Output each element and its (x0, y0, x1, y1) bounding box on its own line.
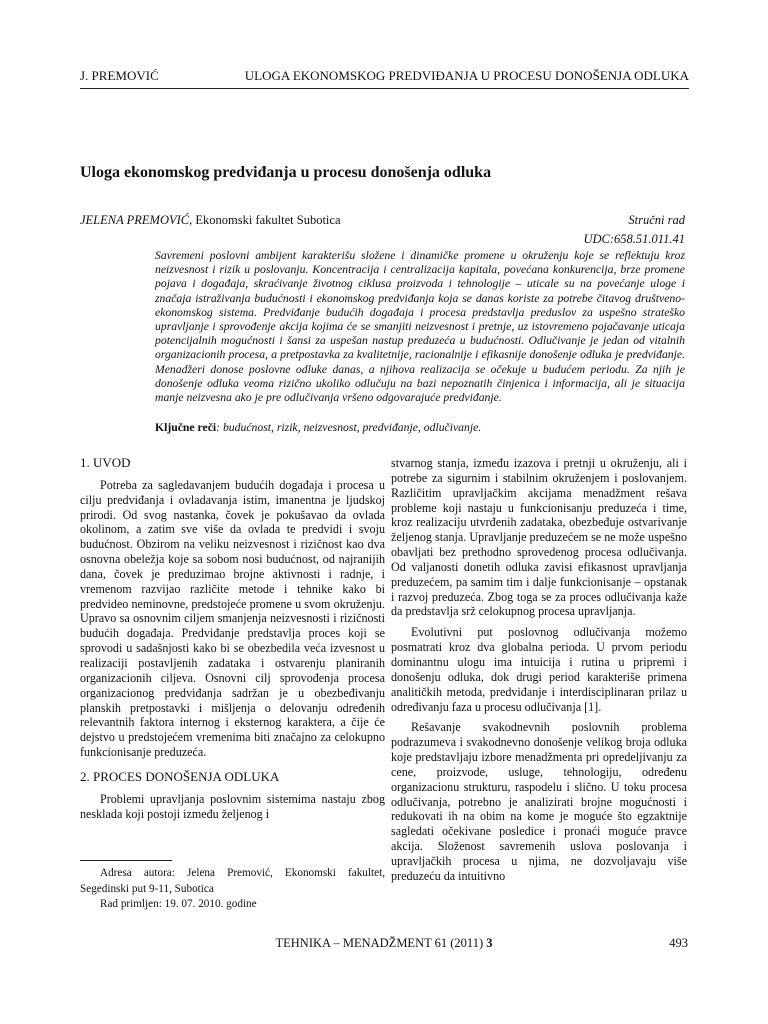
paragraph-proces-continued: stvarnog stanja, između izazova i pretnji u okruženju, ali i potrebe za sigurnim i stabilnim okruženjem i poslovanjem. Različitim upravljačkim akcijama menadžment rešava probleme koji nastaju u funkcionisanju preduzeća i time, kroz realizaciju utvrđenih zadataka, obezbeđuje ostvarivanje željenog stanja. Upravljanje preduzećem se ne može uspešno obavljati bez prethodno sprovedenog procesa odlučivanja. Od valjanosti donetih odluka zavisi efikasnost upravljanja preduzećem, pa samim tim i dalje funkcionisanje – opstanak i razvoj preduzeća. Zbog toga se za proces odlučivanja kaže da predstavlja srž celokupnog procesa upravljanja. (391, 456, 687, 619)
author-line (80, 213, 685, 228)
keywords-list: : budućnost, rizik, neizvesnost, predviđanje, odlučivanje. (216, 421, 482, 434)
footnotes (80, 866, 385, 913)
udc-code: UDC:658.51.011.41 (583, 232, 685, 246)
footnote-rule (80, 860, 172, 861)
left-column (80, 456, 385, 821)
section-heading-proces: 2. PROCES DONOŠENJA ODLUKA (80, 768, 280, 784)
footer-journal-name: TEHNIKA – MENADŽMENT 61 (2011) (275, 936, 487, 950)
paragraph-uvod: Potreba za sagledavanjem budućih događaja i procesa u cilju predviđanja i ovladavanja istim, imanentna je ljudskoj prirodi. Od svog nastanka, čovek je pokušavao da ovlada okolinom, a zatim sve više da ovlada te predvidi i svoju budućnost. Obzirom na veliku neizvesnost i rizičnost kao dva osnovna obeležja koje sa sobom nosi budućnost, od najranijih dana, čovek je preduzimao brojne aktivnosti i radnje, i vremenom razvijao različite metode i tehnike kako bi predvideo neminovne, predstojeće promene u svom okruženju. Upravo sa osnovnim ciljem smanjenja neizvesnosti i rizičnosti budućih događaja. Predviđanje predstavlja proces koji se sprovodi u sadašnjosti kako bi se obezbedila veća izvesnost u realizaciji postavljenih zadataka i ostvarenju planiranih organizacionih ciljeva. Osnovni cilj sprovođenja procesa organizacionog predviđanja sadržan je u obezbeđivanju planskih pretpostavki i mišljenja o delovanju određenih relevantnih faktora internog i eksternog karaktera, a čije će dejstvo u predstojećem vremenima biti značajno za celokupno funkcionisanje preduzeća. (80, 477, 385, 760)
running-head-title: ULOGA EKONOMSKOG PREDVIĐANJA U PROCESU DONOŠENJA ODLUKA (244, 68, 689, 83)
footnote-received: Rad primljen: 19. 07. 2010. godine (100, 898, 257, 910)
author-name: JELENA PREMOVIĆ, (80, 213, 193, 227)
page-number: 493 (669, 936, 688, 950)
footnote-address: Adresa autora: Jelena Premović, Ekonomski fakultet, Segedinski put 9-11, Subotica (80, 867, 385, 895)
section-heading-uvod: 1. UVOD (80, 455, 131, 470)
paragraph-resavanje: Rešavanje svakodnevnih poslovnih problema podrazumeva i svakodnevno donošenje velikog broja odluka koje predstavljaju izbore menadžmenta pri opredeljivanju za cene, proizvode, usluge, tehnologiju, određenu organizacionu strukturu, raspodelu i slično. U toku procesa odlučivanja, potrebno je analizirati brojne mogućnosti i redukovati ih na obim na kome je moguće što egzaktnije sagledati očekivane posledice i pronaći moguće pravce akcija. Složenost savremenih uslova poslovanja i upravljačkih procesa u njima, ne dozvoljavaju više preduzeću da intuitivno (391, 720, 687, 883)
paper-type: Stručni rad (628, 213, 685, 227)
keywords-label: Ključne reči (155, 421, 217, 434)
author-affiliation: Ekonomski fakultet Subotica (192, 213, 341, 227)
running-head (80, 68, 689, 84)
keywords (155, 421, 685, 434)
abstract: Savremeni poslovni ambijent karakterišu složene i dinamičke promene u okruženju koje se reflektuju kroz neizvesnost i rizik u poslovanju. Koncentracija i centralizacija kapitala, povećana konkurencija, brze promene pojava i događaja, skraćivanje životnog ciklusa proizvoda i tehnologije – uticale su na povećanje uloge i značaja istraživanja budućnosti i ekonomskog predviđanja koja se danas koriste za potrebe čitavog društveno-ekonomskog sistema. Predviđanje budućih događaja i procesa predstavlja preduslov za uspešno strateško upravljanje i sprovođenje akcija kojima će se smanjiti neizvesnost i pretnje, uz istovremeno pojačavanje uticaja potencijalnih mogućnosti i šansi za uspešan nastup preduzeća u budućnosti. Odlučivanje je jedan od vitalnih organizacionih procesa, a pretpostavka za kvalitetnije, racionalnije i efikasnije donošenje odluka je predviđanje. Menadžeri donose poslovne odluke danas, a njihova realizacija se očekuje u budućem periodu. Za njih je donošenje odluka veoma rizično ukoliko odlučuju na bazi nepoznatih činjenica i informacija, ali je situacija manje neizvesna ako je pre odlučivanja vršeno odgovarajuće predviđanje. (155, 249, 685, 405)
footer-issue: 3 (486, 936, 493, 950)
article-title: Uloga ekonomskog predviđanja u procesu donošenja odluka (80, 164, 492, 181)
right-column (391, 456, 687, 884)
paragraph-evolutivni: Evolutivni put poslovnog odlučivanja možemo posmatrati kroz dva globalna perioda. U prvom periodu dominantnu ulogu ima intuicija i rutina u pripremi i donošenju odluka, dok drugi period karakteriše primena analitičkih metoda, predviđanje i interdisciplinaran prilaz u određivanju faza u procesu odlučivanja [1]. (391, 625, 687, 714)
running-head-author: J. PREMOVIĆ (80, 68, 159, 83)
paragraph-proces-start: Problemi upravljanja poslovnim sistemima nastaju zbog nesklada koji postoji između željenog i (80, 791, 385, 821)
header-rule (80, 88, 689, 89)
